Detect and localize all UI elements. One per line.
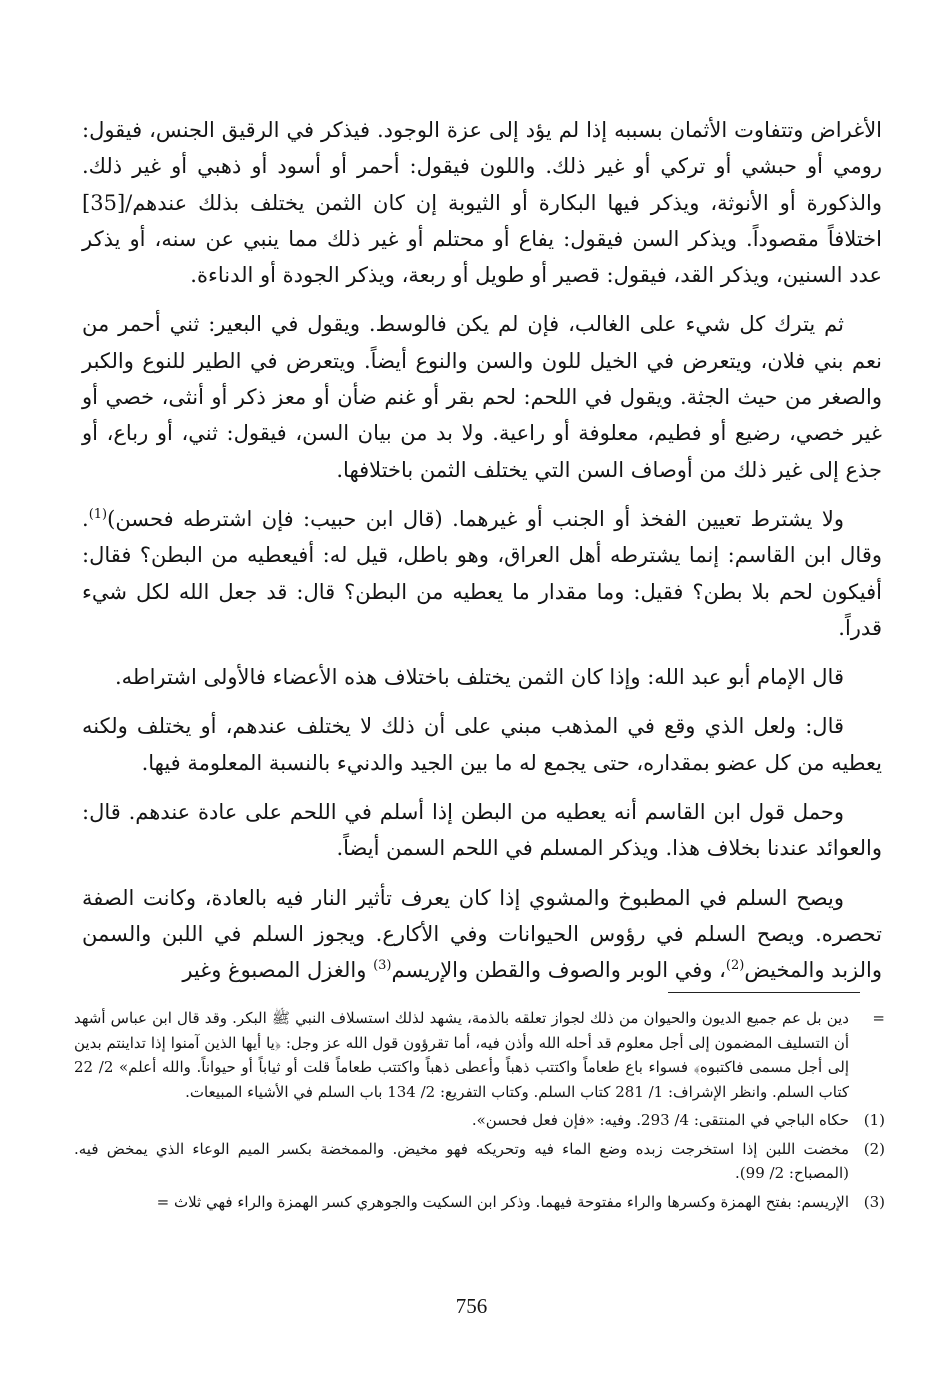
paragraph-5: قال: ولعل الذي وقع في المذهب مبني على أن ذلك لا يختلف عندهم، أو يختلف ولكنه يعطيه من كل عضو بمقداره، حتى يجمع له ما بين الجيد والدنيء بالنسبة المعلومة فيها. xyxy=(82,714,882,775)
paragraph-4: قال الإمام أبو عبد الله: وإذا كان الثمن يختلف باختلاف هذه الأعضاء فالأولى اشتراطه. xyxy=(114,665,844,690)
footnote-ref-3: (3) xyxy=(373,958,392,974)
paragraph-7-part-b: ، وفي الوبر والصوف والقطن والإريسم xyxy=(391,958,726,983)
footnote-text: مخضت اللبن إذا استخرجت زبده وضع الماء فيه وتحريكه فهو مخيض. والممخضة بكسر الميم الوعاء الذي يمخض فيه. (المصباح: 2/ 99). xyxy=(74,1139,849,1182)
footnote-2 xyxy=(74,1137,885,1186)
paragraph-1: الأغراض وتتفاوت الأثمان بسببه إذا لم يؤد إلى عزة الوجود. فيذكر في الرقيق الجنس، فيقول: رومي أو حبشي أو تركي أو غير ذلك. واللون فيقول: أحمر أو أسود أو ذهبي أو غير ذلك. والذكورة أو الأنوثة، ويذكر فيها البكارة أو الثيوبة إن كان الثمن يختلف بذلك عندهم/[35] اختلافاً مقصوداً. ويذكر السن فيقول: يفاع أو محتلم أو غير ذلك مما ينبي عن سنه، أو يذكر عدد السنين، ويذكر القد، فيقول: قصير أو طويل أو ربعة، ويذكر الجودة أو الدناءة. xyxy=(82,118,882,288)
paragraph-3-tail: . وقال ابن القاسم: إنما يشترطه أهل العراق، وهو باطل، قيل له: أفيعطيه من البطن؟ فقال: أفيكون لحم بلا بطن؟ فقيل: وما مقدار ما يعطيه من البطن؟ قال: قد جعل الله لكل شيء قدراً. xyxy=(82,506,882,640)
footnote-text: الإريسم: بفتح الهمزة وكسرها والراء مفتوحة فيهما. وذكر ابن السكيت والجوهري كسر الهمزة والراء فهي ثلاث = xyxy=(156,1192,849,1211)
footnote-marker: = xyxy=(872,1009,885,1027)
paragraph-7 xyxy=(82,880,882,989)
footnotes xyxy=(74,1006,885,1218)
footnote-text: حكاه الباجي في المنتقى: 4/ 293. وفيه: «فإن فعل فحسن». xyxy=(471,1111,849,1129)
footnote-3 xyxy=(74,1190,885,1215)
paragraph-2: ثم يترك كل شيء على الغالب، فإن لم يكن فالوسط. ويقول في البعير: ثني أحمر من نعم بني فلان، ويتعرض في الخيل للون والسن والنوع أيضاً. ويتعرض في الطير للنوع والكبر والصغر من حيث الجثة. ويقول في اللحم: لحم بقر أو غنم ضأن أو معز ذكر أو أنثى، خصي أو غير خصي، رضيع أو فطيم، معلوفة أو راعية. ولا بد من بيان السن، فيقول: ثني، أو رباع، أو جذع إلى غير ذلك من أوصاف السن التي يختلف الثمن باختلافها. xyxy=(82,312,882,482)
footnote-text: دين بل عم جميع الديون والحيوان من ذلك لجواز تعلقه بالذمة، يشهد لذلك استسلاف النبي ﷺ البكر. وقد قال ابن عباس أشهد أن التسليف المضمون إلى أجل معلوم قد أحله الله وأذن فيه، أما تقرؤون قول الله عز وجل: ﴿يا أيها الذين آمنوا إذا تداينتم بدين إلى أجل مسمى فاكتبوه﴾ فسواء باع طعاماً واكتتب ذهباً وأعطى ذهباً واكتتب طعاماً قلت أو ثياباً أو حيواناً. والله أعلم» 2/ 22 كتاب السلم. وانظر الإشراف: 1/ 281 كتاب السلم. وكتاب التفريع: 2/ 134 باب السلم في الأشياء المبيعات. xyxy=(74,1009,850,1101)
footnote-1 xyxy=(74,1108,885,1133)
main-text xyxy=(82,112,882,1002)
footnote-marker: (1) xyxy=(863,1111,885,1129)
footnote-marker: (2) xyxy=(863,1139,885,1158)
paragraph-7-part-a: ويصح السلم في المطبوخ والمشوي إذا كان يعرف تأثير النار فيه بالعادة، وكانت الصفة تحصره. ويصح السلم في رؤوس الحيوانات وفي الأكارع. ويجوز السلم في اللبن والسمن والزبد والمخيض xyxy=(82,885,882,983)
footnote-continued xyxy=(74,1006,885,1104)
paragraph-3 xyxy=(82,501,882,646)
paragraph-7-part-c: والغزل المصبوغ وغير xyxy=(182,958,374,983)
paragraph-3-text: ولا يشترط تعيين الفخذ أو الجنب أو غيرهما. (قال ابن حبيب: فإن اشترطه فحسن) xyxy=(107,506,844,531)
paragraph-6: وحمل قول ابن القاسم أنه يعطيه من البطن إذا أسلم في اللحم على عادة عندهم. قال: والعوائد عندنا بخلاف هذا. ويذكر المسلم في اللحم السمن أيضاً. xyxy=(82,800,882,861)
footnote-ref-2: (2) xyxy=(725,958,745,974)
footnote-ref-1: (1) xyxy=(88,506,108,522)
footnote-marker: (3) xyxy=(863,1192,885,1211)
footnote-separator xyxy=(668,992,860,993)
page-number: 756 xyxy=(455,1294,488,1318)
